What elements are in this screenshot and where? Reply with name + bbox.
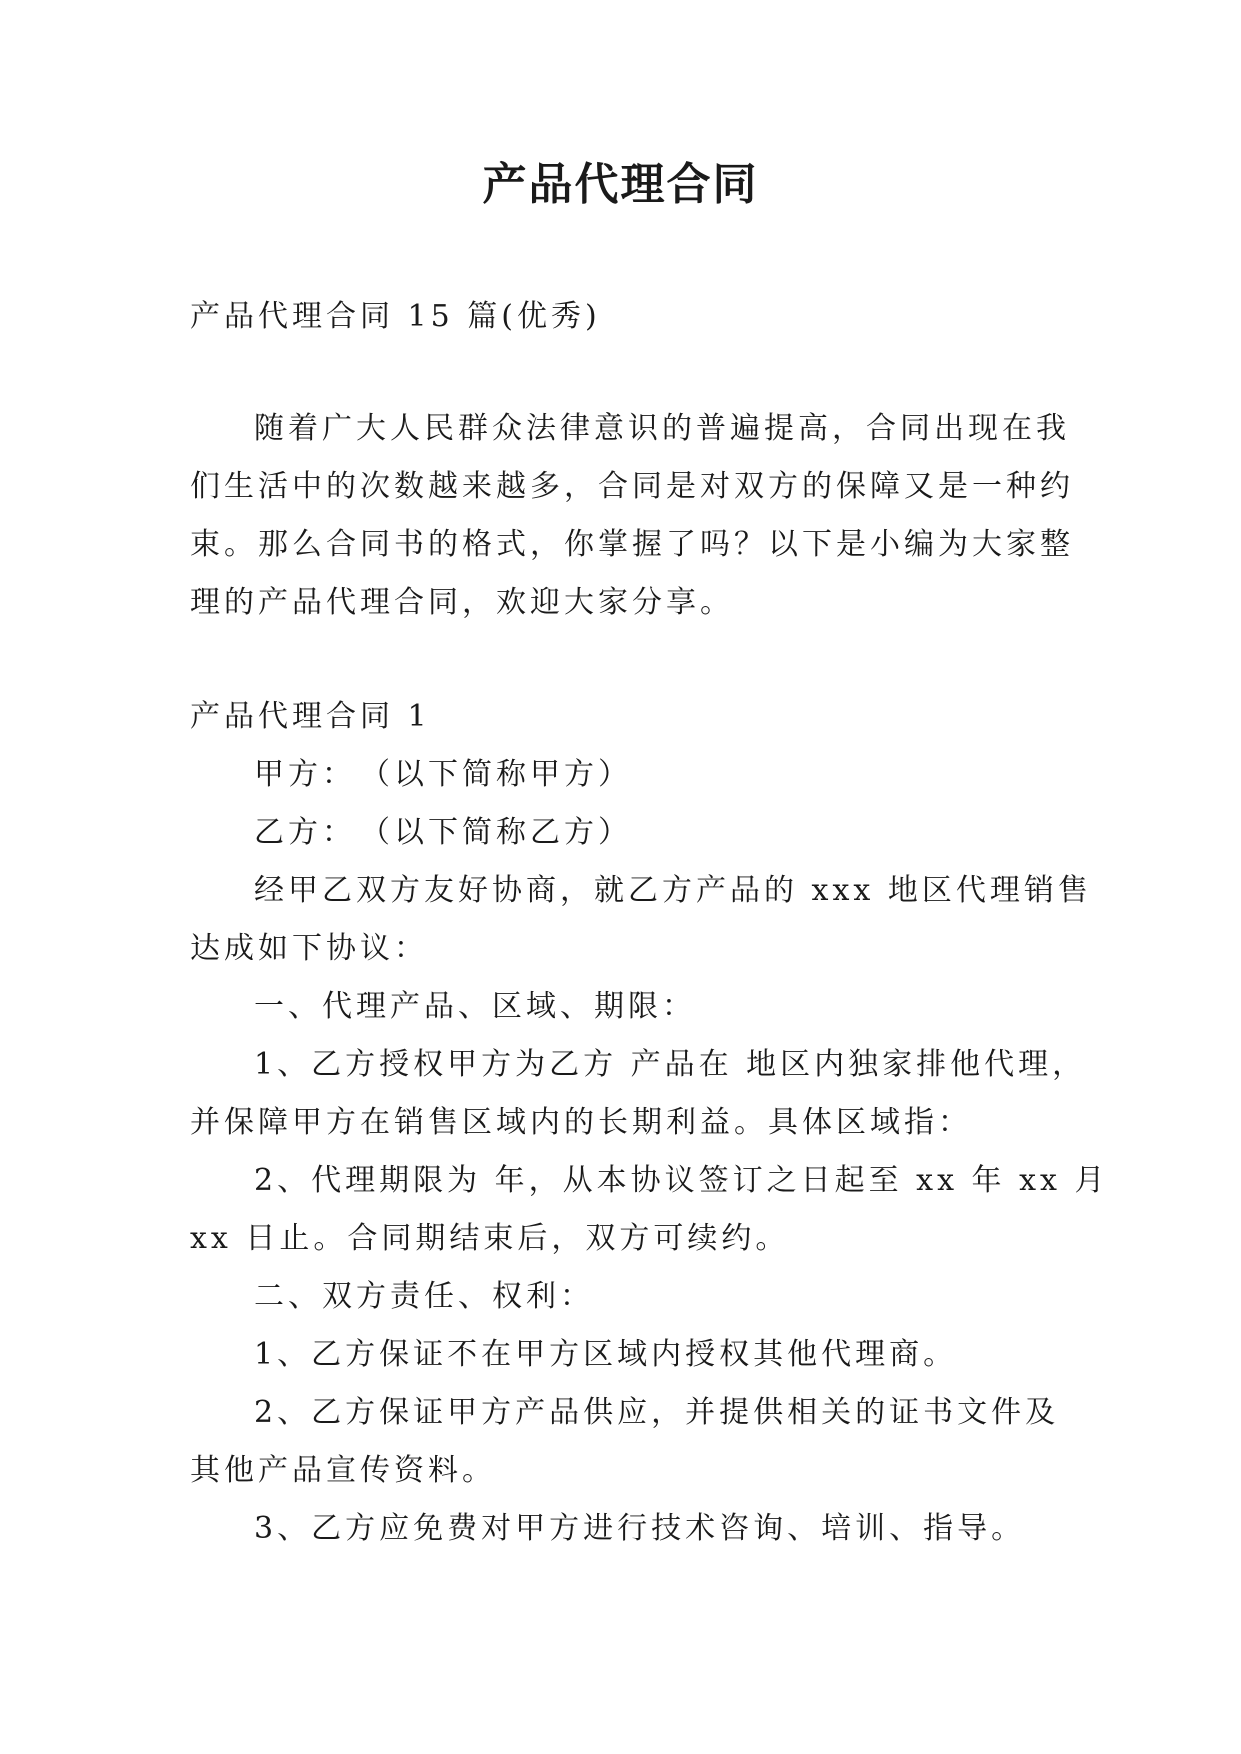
clause-line: 并保障甲方在销售区域内的长期利益。具体区域指： [190,1105,972,1140]
section-heading: 产品代理合同 1 [190,699,431,734]
intro-line: 束。那么合同书的格式，你掌握了吗？以下是小编为大家整 [190,527,1074,562]
party-a-line: 甲方： （以下简称甲方） [254,757,632,792]
agreement-line: 经甲乙双方友好协商，就乙方产品的 xxx 地区代理销售 [254,873,1092,908]
clause-line: 3、乙方应免费对甲方进行技术咨询、培训、指导。 [254,1511,1026,1546]
clause-line: 1、乙方授权甲方为乙方 产品在 地区内独家排他代理， [254,1047,1087,1082]
party-b-line: 乙方： （以下简称乙方） [254,815,632,850]
document-title: 产品代理合同 [482,159,759,210]
document-subtitle: 产品代理合同 15 篇(优秀) [190,299,601,334]
clause-line: 其他产品宣传资料。 [190,1453,496,1488]
intro-line: 理的产品代理合同，欢迎大家分享。 [190,585,734,620]
intro-line: 随着广大人民群众法律意识的普遍提高，合同出现在我 [254,411,1070,446]
clause-heading: 一、代理产品、区域、期限： [254,989,696,1024]
agreement-line: 达成如下协议： [190,931,428,966]
clause-line: 2、乙方保证甲方产品供应，并提供相关的证书文件及 [254,1395,1060,1430]
clause-line: xx 日止。合同期结束后，双方可续约。 [190,1221,790,1256]
intro-line: 们生活中的次数越来越多，合同是对双方的保障又是一种约 [190,469,1074,504]
clause-line: 2、代理期限为 年，从本协议签订之日起至 xx 年 xx 月 [254,1163,1109,1198]
clause-heading: 二、双方责任、权利： [254,1279,594,1314]
clause-line: 1、乙方保证不在甲方区域内授权其他代理商。 [254,1337,958,1372]
